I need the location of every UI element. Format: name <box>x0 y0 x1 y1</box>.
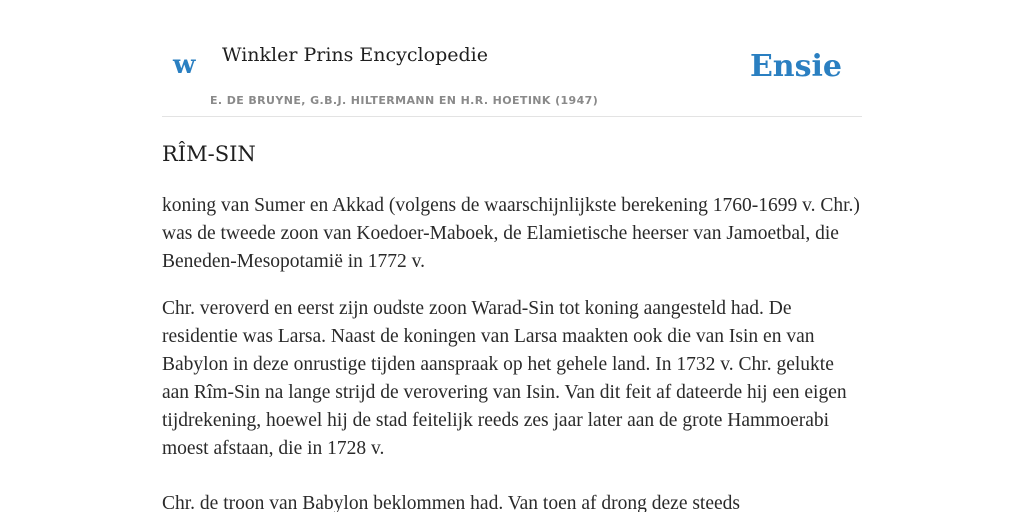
article-paragraph: Chr. veroverd en eerst zijn oudste zoon Warad-Sin tot koning aangesteld had. De residentie was Larsa. Naast de koningen van Larsa maakten ook die van Isin en van Babylon in deze onrustige tijden aanspraak op het gehele land. In 1732 v. Chr. gelukte aan Rîm-Sin na lange strijd de verovering van Isin. Van dit feit af dateerde hij een eigen tijdrekening, hoewel hij de stad feitelijk reeds zes jaar later aan de grote Hammoerabi moest afstaan, die in 1728 v. <box>162 298 847 459</box>
article-paragraph: koning van Sumer en Akkad (volgens de waarschijnlijkste berekening 1760-1699 v. Chr.) was de tweede zoon van Koedoer-Maboek, de Elamietische heerser van Jamoetbal, die Beneden-Mesopotamië in 1772 v. <box>162 195 860 272</box>
article-paragraph: Chr. de troon van Babylon beklommen had. Van toen af drong deze steeds <box>162 493 741 512</box>
article-headword: RÎM-SIN <box>162 142 256 166</box>
winkler-prins-logo-icon[interactable]: w <box>173 50 196 80</box>
article <box>162 140 862 512</box>
source-title[interactable]: Winkler Prins Encyclopedie <box>222 44 488 66</box>
source-header <box>162 0 862 117</box>
source-authors: E. DE BRUYNE, G.B.J. HILTERMANN EN H.R. HOETINK (1947) <box>210 94 599 107</box>
ensie-brand-logo[interactable]: Ensie <box>749 49 842 84</box>
